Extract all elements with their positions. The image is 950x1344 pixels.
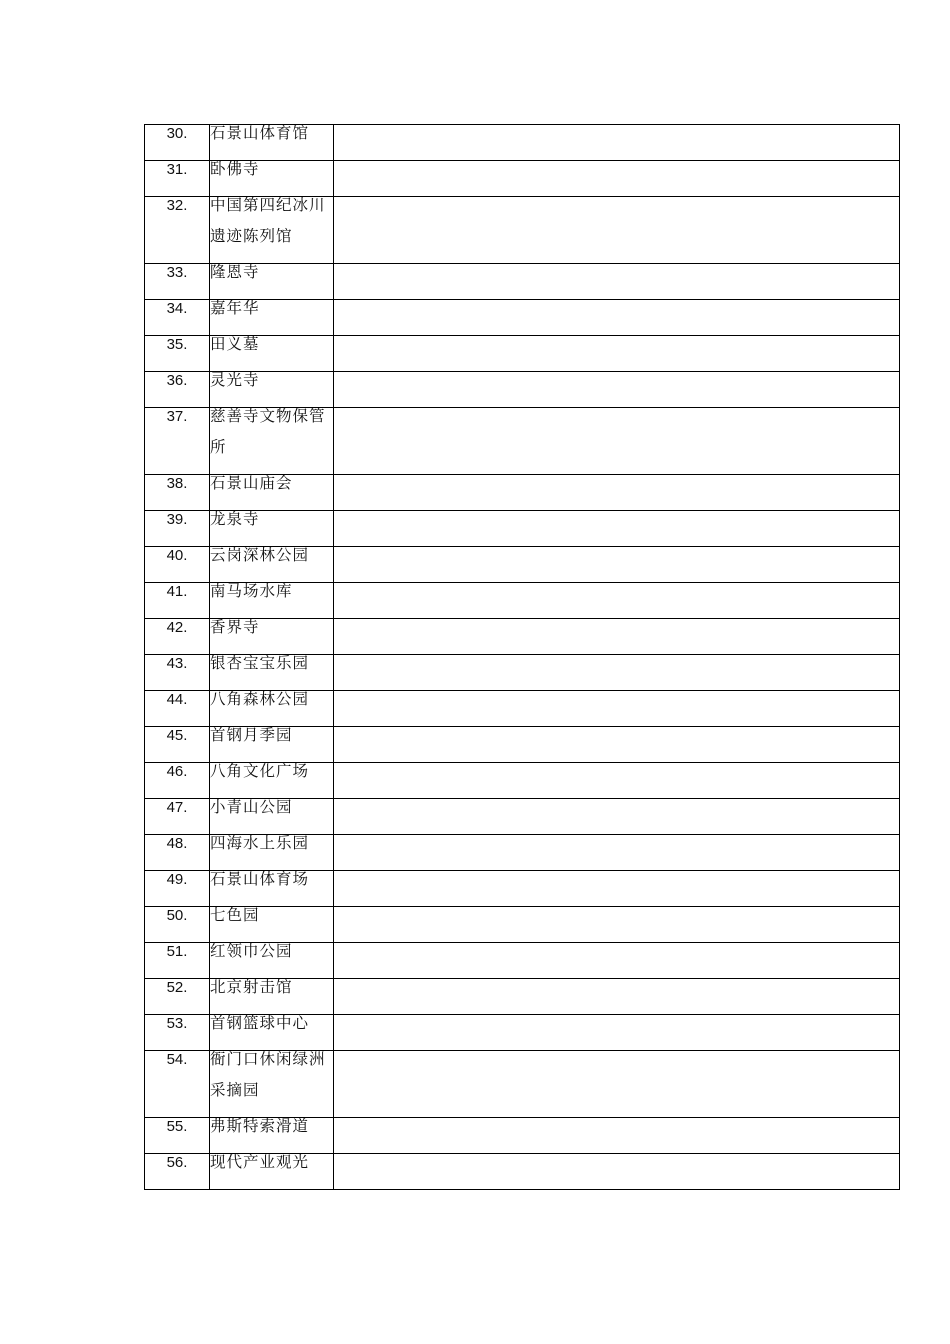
cell-description <box>334 511 900 547</box>
row-number: 39. <box>145 511 210 547</box>
row-number: 38. <box>145 475 210 511</box>
cell-site-name <box>210 197 334 264</box>
row-number: 31. <box>145 161 210 197</box>
row-number: 40. <box>145 547 210 583</box>
site-name: 石景山体育馆 <box>210 124 310 142</box>
row-number: 32. <box>145 197 210 264</box>
cell-description <box>334 1051 900 1118</box>
cell-site-name <box>210 1051 334 1118</box>
site-name: 慈善寺文物保管所 <box>210 407 326 456</box>
cell-description <box>334 655 900 691</box>
row-number: 54. <box>145 1051 210 1118</box>
site-name: 灵光寺 <box>210 371 260 389</box>
cell-description <box>334 125 900 161</box>
site-name: 首钢篮球中心 <box>210 1014 310 1032</box>
site-name: 四海水上乐园 <box>210 834 310 852</box>
cell-description <box>334 871 900 907</box>
row-number: 52. <box>145 979 210 1015</box>
site-name: 衙门口休闲绿洲采摘园 <box>210 1050 326 1099</box>
site-name: 北京射击馆 <box>210 978 293 996</box>
site-name: 龙泉寺 <box>210 510 260 528</box>
cell-description <box>334 943 900 979</box>
cell-site-name <box>210 1154 334 1190</box>
cell-description <box>334 1015 900 1051</box>
cell-description <box>334 372 900 408</box>
site-name: 中国第四纪冰川遗迹陈列馆 <box>210 196 326 245</box>
row-number: 43. <box>145 655 210 691</box>
table-row <box>145 408 900 475</box>
cell-site-name <box>210 408 334 475</box>
cell-description <box>334 161 900 197</box>
row-number: 42. <box>145 619 210 655</box>
site-name: 南马场水库 <box>210 582 293 600</box>
site-name: 隆恩寺 <box>210 263 260 281</box>
row-number: 49. <box>145 871 210 907</box>
cell-description <box>334 727 900 763</box>
row-number: 37. <box>145 408 210 475</box>
site-name: 卧佛寺 <box>210 160 260 178</box>
site-name: 田义墓 <box>210 335 260 353</box>
row-number: 46. <box>145 763 210 799</box>
site-name: 八角森林公园 <box>210 690 310 708</box>
row-number: 50. <box>145 907 210 943</box>
row-number: 34. <box>145 300 210 336</box>
row-number: 45. <box>145 727 210 763</box>
site-name: 香界寺 <box>210 618 260 636</box>
row-number: 30. <box>145 125 210 161</box>
row-number: 53. <box>145 1015 210 1051</box>
cell-description <box>334 547 900 583</box>
site-name: 弗斯特索滑道 <box>210 1117 310 1135</box>
cell-description <box>334 691 900 727</box>
cell-description <box>334 583 900 619</box>
cell-description <box>334 1118 900 1154</box>
row-number: 36. <box>145 372 210 408</box>
row-number: 35. <box>145 336 210 372</box>
table-row <box>145 1154 900 1190</box>
cell-description <box>334 300 900 336</box>
row-number: 47. <box>145 799 210 835</box>
cell-description <box>334 1154 900 1190</box>
row-number: 33. <box>145 264 210 300</box>
cell-description <box>334 979 900 1015</box>
row-number: 48. <box>145 835 210 871</box>
site-name: 红领巾公园 <box>210 942 293 960</box>
site-name: 嘉年华 <box>210 299 260 317</box>
site-name: 石景山体育场 <box>210 870 310 888</box>
cell-description <box>334 835 900 871</box>
table-body <box>145 125 900 1190</box>
cell-description <box>334 763 900 799</box>
cell-description <box>334 336 900 372</box>
row-number: 56. <box>145 1154 210 1190</box>
site-name: 银杏宝宝乐园 <box>210 654 310 672</box>
site-name: 首钢月季园 <box>210 726 293 744</box>
cell-description <box>334 799 900 835</box>
table-row <box>145 197 900 264</box>
table-row <box>145 1051 900 1118</box>
cell-description <box>334 907 900 943</box>
row-number: 44. <box>145 691 210 727</box>
row-number: 51. <box>145 943 210 979</box>
site-name: 现代产业观光 <box>210 1153 310 1171</box>
attractions-table <box>144 124 900 1190</box>
cell-description <box>334 475 900 511</box>
site-name: 七色园 <box>210 906 260 924</box>
cell-description <box>334 197 900 264</box>
site-name: 小青山公园 <box>210 798 293 816</box>
row-number: 55. <box>145 1118 210 1154</box>
cell-description <box>334 264 900 300</box>
cell-description <box>334 408 900 475</box>
site-name: 云岗深林公园 <box>210 546 310 564</box>
site-name: 石景山庙会 <box>210 474 293 492</box>
row-number: 41. <box>145 583 210 619</box>
site-name: 八角文化广场 <box>210 762 310 780</box>
cell-description <box>334 619 900 655</box>
